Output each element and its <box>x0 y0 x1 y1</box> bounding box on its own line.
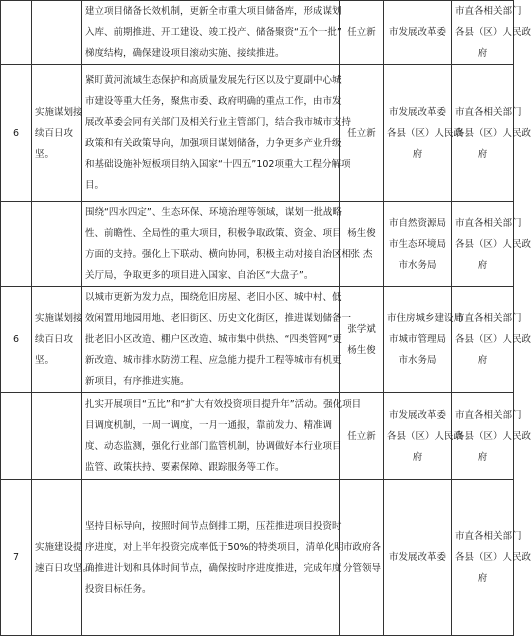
task-name-line: 实施谋划接 <box>35 313 83 324</box>
content-line: 入库、前期推进、开工建设、竣工投产、储备聚资“五个一批” <box>85 27 342 38</box>
lead-unit-cell <box>384 480 452 636</box>
leader-name: 任立新 <box>347 430 376 442</box>
leader-name: 张学斌 <box>347 323 376 335</box>
lead-unit-name: 府 <box>412 451 423 463</box>
responsible-unit-line: 府 <box>477 451 488 463</box>
content-line: 梯度结构，确保建设项目滚动实施、接续推进。 <box>85 48 285 59</box>
content-line: 新改造、城市排水防涝工程、应急能力提升工程等城市有机更 <box>85 355 342 366</box>
table-row <box>1 287 514 393</box>
row-number: 7 <box>1 480 32 636</box>
responsible-unit-line: 市直各相关部门 <box>455 6 522 17</box>
lead-unit-name: 各县（区）人民政 <box>387 430 464 442</box>
content-line: 扎实开展项目“五比”和“扩大有效投资项目提升年”活动。强化项目 <box>85 399 362 410</box>
responsible-unit-line: 府 <box>477 573 488 584</box>
responsible-leader-cell <box>340 480 384 636</box>
task-content-cell <box>82 287 352 393</box>
content-line: 序进度，对上半年投资完成率低于50%的特类项目，清单化明 <box>85 541 344 553</box>
task-name-cell <box>32 202 82 287</box>
row-number <box>1 1 32 65</box>
task-name-cell <box>32 393 82 480</box>
task-name-line: 续百日攻 <box>35 127 74 139</box>
table-row <box>1 393 514 480</box>
row-number: 6 <box>1 65 32 202</box>
row-number <box>1 202 32 287</box>
responsible-leader-cell <box>340 287 384 393</box>
responsible-unit-cell <box>452 393 531 480</box>
content-line: 新项目，有序推进实施。 <box>85 376 190 387</box>
leader-name: 杨生俊 <box>347 344 376 356</box>
lead-unit-name: 府 <box>412 148 423 160</box>
content-line: 市建设等重大任务，聚焦市委、政府明确的重点工作，由市发 <box>85 96 342 107</box>
responsible-unit-cell <box>452 480 531 636</box>
responsible-unit-cell <box>452 65 531 202</box>
lead-unit-name: 市自然资源局 <box>388 217 446 229</box>
responsible-unit-line: 市直各相关部门 <box>455 217 522 229</box>
content-line: 建立项目储备长效机制，更新全市重大项目储备库，形成谋划 <box>85 6 342 17</box>
leader-name: 杨生俊 <box>347 228 376 239</box>
responsible-unit-line: 市直各相关部门 <box>455 409 522 421</box>
lead-unit-name: 市城市管理局 <box>388 334 446 345</box>
content-line: 以城市更新为发力点，围绕危旧房屋、老旧小区、城中村、低 <box>85 292 342 303</box>
content-line: 坚持目标导向，按照时间节点倒排工期，压茬推进项目投资时 <box>85 520 342 532</box>
task-name-line: 实施谋划接 <box>35 106 83 118</box>
responsible-leader-cell <box>340 1 384 65</box>
responsible-unit-line: 各县（区）人民政 <box>455 430 531 442</box>
task-content-cell <box>82 480 344 636</box>
lead-unit-name: 市生态环境局 <box>388 238 446 250</box>
lead-unit-name: 市水务局 <box>398 355 437 366</box>
content-line: 政策和有关政策导向，加强项目谋划储备，力争更多产业升级 <box>85 138 342 149</box>
content-line: 确推进计划和具体时间节点，确保按时序进度推进，完成年度 <box>85 562 342 574</box>
task-content-cell <box>82 65 352 202</box>
responsible-unit-line: 各县（区）人民政 <box>455 334 531 345</box>
responsible-unit-line: 市直各相关部门 <box>455 531 522 542</box>
lead-unit-name: 各县（区）人民政 <box>387 127 464 139</box>
lead-unit-name: 市发展改革委 <box>388 409 446 421</box>
content-line: 度、动态监测，强化行业部门监管机制，协调做好本行业项目 <box>85 441 342 452</box>
task-name-line: 实施建设提 <box>35 541 83 553</box>
task-name-line: 续百日攻 <box>35 334 74 345</box>
content-line: 展改革委会同有关部门及相关行业主管部门，结合我市城市支持 <box>85 117 352 128</box>
lead-unit-cell <box>384 393 464 480</box>
row-number: 6 <box>1 287 32 393</box>
content-line: 监管、政策扶持、要素保障、跟踪服务等工作。 <box>85 462 285 473</box>
content-line: 批老旧小区改造、棚户区改造、城市集中供热、“四类管网”更 <box>85 334 342 345</box>
responsible-unit-line: 府 <box>477 48 488 59</box>
leader-name: 任立新 <box>347 27 376 38</box>
responsible-unit-line: 各县（区）人民政 <box>455 238 531 250</box>
table-row <box>1 202 514 287</box>
lead-unit-name: 市发展改革委 <box>388 106 446 118</box>
content-line: 和基础设施补短板项目纳入国家“十四五”102项重大工程分解项 <box>85 159 351 170</box>
leader-name: 任立新 <box>347 127 376 139</box>
task-content-cell <box>82 1 340 65</box>
table-row <box>1 480 514 636</box>
responsible-unit-line: 各县（区）人民政 <box>455 552 531 563</box>
task-name-cell <box>32 480 93 636</box>
task-content-cell <box>82 202 352 287</box>
table-row <box>1 65 514 202</box>
leader-name: 分管领导 <box>343 562 382 574</box>
leader-name: 张 杰 <box>350 249 373 260</box>
task-table-body <box>1 1 531 636</box>
responsible-leader-cell <box>340 65 384 202</box>
responsible-unit-line: 府 <box>477 148 488 160</box>
lead-unit-name: 市水务局 <box>398 259 437 271</box>
content-line: 围绕“四水四定”、生态环保、环境治理等领域，谋划一批战略 <box>85 207 342 218</box>
task-name-line: 速百日攻坚。 <box>35 562 93 574</box>
responsible-unit-cell <box>452 287 531 393</box>
content-line: 紧盯黄河流域生态保护和高质量发展先行区以及宁夏副中心城 <box>85 75 342 86</box>
content-line: 目。 <box>85 180 105 191</box>
content-line: 性、前瞻性、全局性的重大项目，积极争取政策、资金、项目 <box>85 228 342 239</box>
responsible-leader-cell <box>340 202 384 287</box>
responsible-unit-line: 府 <box>477 355 488 366</box>
responsible-unit-line: 各县（区）人民政 <box>455 127 531 139</box>
row-number <box>1 393 32 480</box>
lead-unit-cell <box>384 1 452 65</box>
lead-unit-cell <box>384 202 452 287</box>
content-line: 效闲置用地园用地、老旧街区、历史文化街区，推进谋划储备一 <box>85 313 352 324</box>
responsible-unit-line: 市直各相关部门 <box>455 106 522 118</box>
lead-unit-cell <box>384 287 464 393</box>
responsible-unit-cell <box>452 1 531 65</box>
responsible-unit-cell <box>452 202 531 287</box>
task-name-cell <box>32 287 82 393</box>
content-line: 目调度机制，一周一调度，一月一通报，靠前发力、精准调 <box>85 420 333 431</box>
lead-unit-cell <box>384 65 464 202</box>
responsible-unit-line: 市直各相关部门 <box>455 313 522 324</box>
task-name-line: 坚。 <box>35 148 55 160</box>
content-line: 方面的支持。强化上下联动、横向协同，积极主动对接自治区相 <box>85 249 352 260</box>
lead-unit-name: 市住房城乡建设局 <box>387 313 464 324</box>
responsible-unit-line: 府 <box>477 259 488 271</box>
task-name-cell <box>32 1 82 65</box>
lead-unit-name: 市发展改革委 <box>388 27 446 38</box>
content-line: 投资目标任务。 <box>85 583 152 595</box>
content-line: 关厅局，争取更多的项目进入国家、自治区“大盘子”。 <box>85 270 314 281</box>
responsible-unit-line: 各县（区）人民政 <box>455 27 531 38</box>
lead-unit-name: 市发展改革委 <box>388 552 446 563</box>
task-name-line: 坚。 <box>35 355 55 366</box>
leader-name: 市政府各 <box>343 541 382 553</box>
table-row <box>1 1 514 65</box>
task-name-cell <box>32 65 82 202</box>
